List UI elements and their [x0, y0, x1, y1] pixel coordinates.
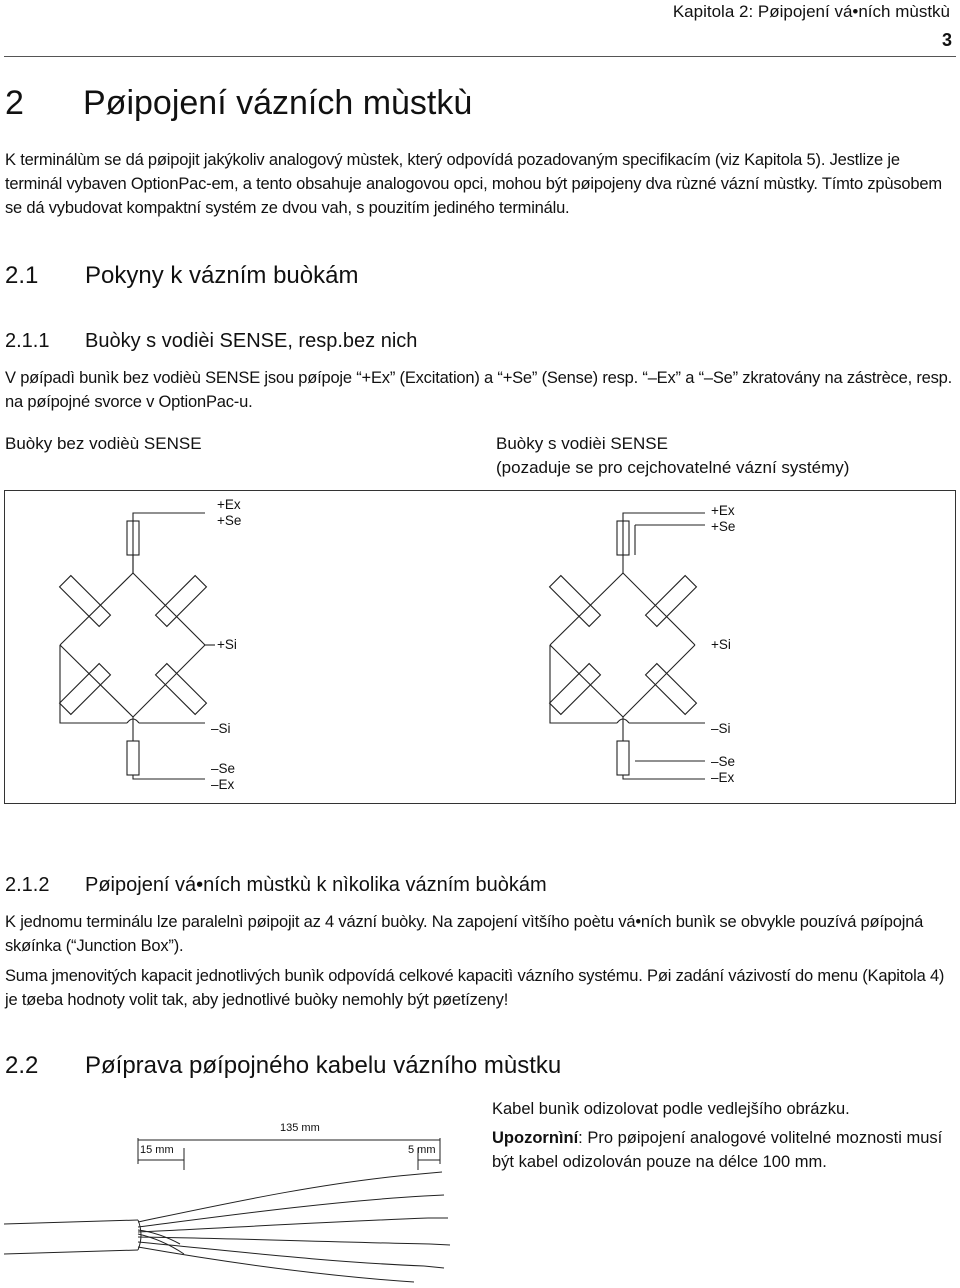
left-label-ex-plus: +Ex: [217, 497, 241, 512]
dim-right-label: 5 mm: [408, 1144, 436, 1156]
section-number: 2.1: [5, 262, 39, 289]
chapter-number: 2: [5, 84, 24, 122]
subsection-heading-2-1-2: [5, 874, 547, 897]
subsection-title: Pøipojení vá•ních mùstkù k nìkolika vázním buòkám: [85, 874, 547, 896]
diagram-right-caption: Buòky s vodièi SENSE: [496, 434, 668, 453]
cable-stripping-drawing: [4, 1104, 470, 1284]
section-2-2-text1: Kabel bunìk odizolovat podle vedlejšího obrázku.: [492, 1100, 850, 1118]
left-label-se-minus: –Se: [211, 761, 236, 776]
bridge-diagrams-frame: [4, 490, 956, 804]
subsection-title: Buòky s vodièi SENSE, resp.bez nich: [85, 330, 418, 352]
page-number: 3: [941, 30, 952, 50]
right-label-ex-minus: –Ex: [711, 770, 735, 785]
chapter-heading: [5, 84, 472, 123]
left-label-si-plus: +Si: [217, 637, 237, 652]
section-2-2-note: [492, 1126, 954, 1174]
section-heading-2-2: [5, 1052, 561, 1080]
note-label: Upozornìní: [492, 1129, 579, 1147]
subsection-number: 2.1.1: [5, 330, 50, 352]
right-label-si-plus: +Si: [711, 637, 731, 652]
diagram-left-caption: Buòky bez vodièù SENSE: [5, 434, 202, 453]
bridge-diagrams: [5, 491, 955, 803]
dim-total-label: 135 mm: [280, 1122, 320, 1134]
right-label-se-minus: –Se: [711, 754, 736, 769]
diagram-right-subcaption: (pozaduje se pro cejchovatelné vázní systémy): [496, 458, 850, 477]
right-label-se-plus: +Se: [711, 519, 736, 534]
chapter-intro: K terminálùm se dá pøipojit jakýkoliv analogový mùstek, který odpovídá pozadovaným specifikacím (viz Kapitola 5). Jestlize je terminál vybaven OptionPac-em, a tento obsahuje analogovou opci, mohou být pøipojeny dva rùzné vázní mùstky. Tímto zpùsobem se dá vybudovat kompaktní systém ze dvou vah, s pouzitím jediného terminálu.: [5, 151, 942, 217]
section-heading-2-1: [5, 262, 358, 290]
cable-diagram: [4, 1104, 470, 1284]
running-header: Kapitola 2: Pøipojení vá•ních mùstkù: [672, 2, 950, 21]
chapter-title: Pøipojení vázních mùstkù: [83, 84, 473, 122]
right-bridge-circuit: [550, 513, 705, 779]
left-label-se-plus: +Se: [217, 513, 242, 528]
right-label-si-minus: –Si: [711, 721, 731, 736]
left-label-si-minus: –Si: [211, 721, 231, 736]
subsection-text: V pøípadì bunìk bez vodièù SENSE jsou pøípoje “+Ex” (Excitation) a “+Se” (Sense) resp. “–Ex” a “–Se” zkratovány na zástrèce, resp. na pøípojné svorce v OptionPac-u.: [5, 369, 953, 411]
right-label-ex-plus: +Ex: [711, 503, 735, 518]
note-text: : Pro pøipojení analogové volitelné moznosti musí být kabel odizolován pouze na délce 100 mm.: [492, 1129, 943, 1171]
subsection-2-1-2-text2: Suma jmenovitých kapacit jednotlivých bunìk odpovídá celkové kapacitì vázního systému. Pøi zadání vázivostí do menu (Kapitola 4) je tøeba hodnoty volit tak, aby jednotlivé buòky nemohly být pøetízeny!: [5, 967, 945, 1009]
section-number: 2.2: [5, 1052, 39, 1079]
section-title: Pøíprava pøípojného kabelu vázního mùstku: [85, 1052, 562, 1079]
subsection-heading-2-1-1: [5, 330, 417, 353]
left-bridge-circuit: [60, 513, 215, 779]
section-title: Pokyny k vázním buòkám: [85, 262, 359, 289]
header-rule: [4, 56, 956, 57]
subsection-2-1-2-text1: K jednomu terminálu lze paralelnì pøipojit az 4 vázní buòky. Na zapojení vìtšího poètu vá•ních bunìk se obvykle pouzívá pøípojná skøínka (“Junction Box”).: [5, 913, 924, 955]
subsection-number: 2.1.2: [5, 874, 50, 896]
left-label-ex-minus: –Ex: [211, 777, 235, 792]
dim-left-label: 15 mm: [140, 1144, 174, 1156]
